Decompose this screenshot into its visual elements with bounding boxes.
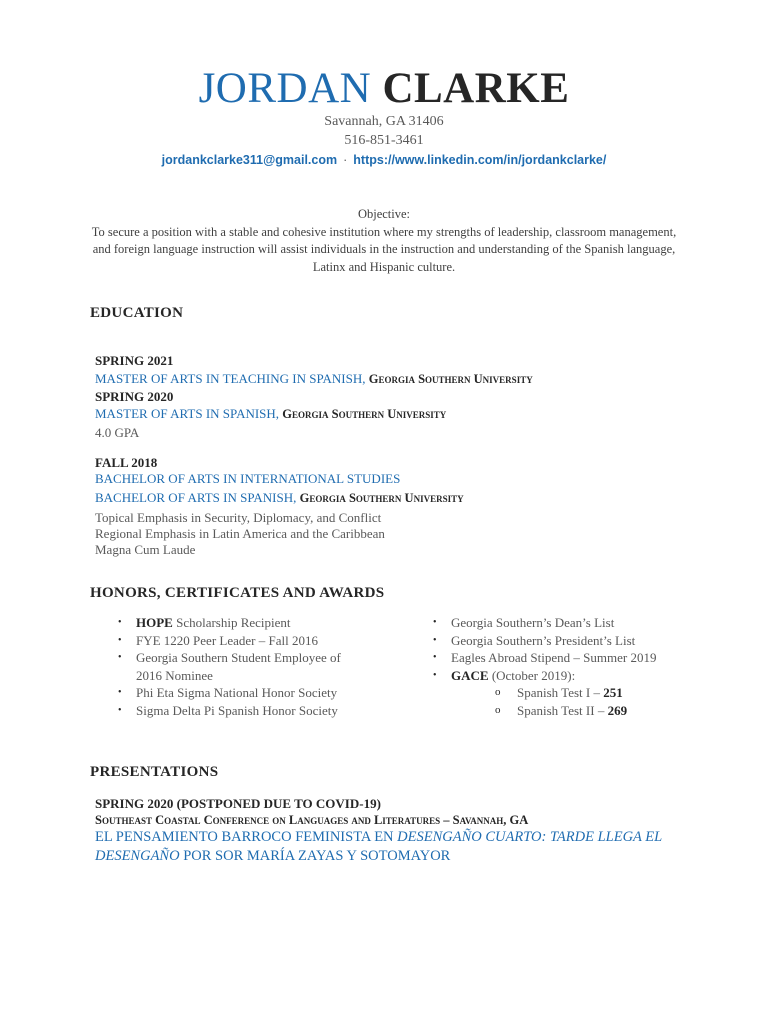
objective-text: To secure a position with a stable and cohesive institution where my strengths of leadership, classroom management, and foreign language instruction will assist individuals in the instruction and understanding of the Spanish language, Latinx and Hispanic culture. [91,224,677,274]
honors-list-left [115,614,405,719]
list-item: • Georgia Southern’s President’s List [433,632,636,648]
objective [88,206,680,276]
presentation-event: Southeast Coastal Conference on Languages and Literatures – Savannah, GA [95,813,529,827]
contact-separator: · [343,153,348,167]
presentations-heading: PRESENTATIONS [90,764,219,780]
education-degree: BACHELOR OF ARTS IN INTERNATIONAL STUDIES [95,471,401,486]
education-degree: BACHELOR OF ARTS IN SPANISH, Georgia Southern University [95,490,464,505]
phone: 516-851-3461 [344,133,424,148]
candidate-name [0,63,768,115]
list-item: • Georgia Southern’s Dean’s List [433,615,615,630]
gace-sublist [451,684,730,719]
education-detail: Regional Emphasis in Latin America and the Caribbean [95,526,385,541]
list-item: • FYE 1220 Peer Leader – Fall 2016 [118,632,318,648]
list-item: • GACE (October 2019): o Spanish Test I – 251 o Spanish Test II – 269 [430,667,730,720]
list-item: • Phi Eta Sigma National Honor Society [118,685,338,700]
education-detail: Topical Emphasis in Security, Diplomacy, and Conflict [95,510,382,525]
last-name: CLARKE [382,65,570,112]
honors-list-right [430,614,730,719]
contact-links [0,151,768,169]
list-item: o Spanish Test I – 251 [495,685,623,700]
objective-heading: Objective: [357,207,411,221]
presentation-title: EL PENSAMIENTO BARROCO FEMINISTA EN DESENGAÑO CUARTO: TARDE LLEGA EL DESENGAÑO POR SOR MARÍA ZAYAS Y SOTOMAYOR [95,829,662,864]
school-name: Georgia Southern University [299,491,464,505]
list-item: o Spanish Test II – 269 [495,702,628,718]
education-date: SPRING 2020 [95,389,174,404]
education-detail: Magna Cum Laude [95,542,196,557]
education-date: SPRING 2021 [95,353,174,368]
honors-heading: HONORS, CERTIFICATES AND AWARDS [90,585,385,601]
school-name: Georgia Southern University [282,407,447,421]
linkedin-link[interactable]: https://www.linkedin.com/in/jordankclarke/ [353,153,607,167]
list-item: • Georgia Southern Student Employee of 2016 Nominee [118,650,341,683]
education-heading: EDUCATION [90,305,184,321]
school-name: Georgia Southern University [368,372,533,386]
presentation-date: SPRING 2020 (POSTPONED DUE TO COVID-19) [95,796,381,811]
address: Savannah, GA 31406 [324,114,444,129]
list-item: • Eagles Abroad Stipend – Summer 2019 [433,650,657,665]
education-degree: MASTER OF ARTS IN TEACHING IN SPANISH, Georgia Southern University [95,371,533,386]
list-item: • Sigma Delta Pi Spanish Honor Society [118,702,338,718]
education-date: FALL 2018 [95,455,158,470]
email-link[interactable]: jordankclarke311@gmail.com [161,153,338,167]
education-degree: MASTER OF ARTS IN SPANISH, Georgia Southern University [95,406,447,421]
first-name: JORDAN [198,65,372,112]
education-detail: 4.0 GPA [95,425,140,440]
list-item: • HOPE Scholarship Recipient [118,615,291,630]
